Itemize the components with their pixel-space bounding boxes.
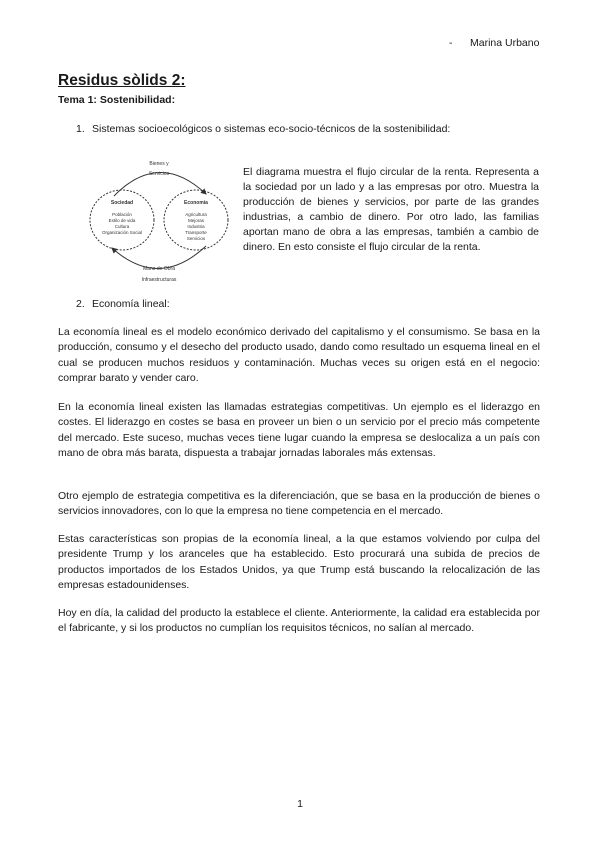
document-subtitle: Tema 1: Sostenibilidad: — [58, 94, 176, 106]
author-name: - Marina Urbano — [449, 37, 540, 49]
paragraph: Hoy en día, la calidad del producto la establece el cliente. Anteriormente, la calidad era establecida por el fabricante, y si los productos no cumplían los requisitos técnicos, no salían al mercado. — [58, 607, 540, 635]
economy-item: Servicios — [186, 236, 206, 241]
paragraph: La economía lineal es el modelo económico derivado del capitalismo y el consumismo. Se basa en la producción, consumo y el desecho del producto usado, dando como resultado un esquema lineal en el cual se producen muchos residuos y contaminación. Muchas veces su origen está en el negocio: comprar barato y vender caro. — [58, 326, 540, 384]
society-item: Cultura — [114, 224, 130, 229]
economy-item: Agricultura — [185, 212, 207, 217]
society-item: Población — [112, 212, 132, 217]
society-title: Sociedad — [110, 200, 134, 206]
document-title: Residus sòlids 2: — [58, 72, 186, 89]
bottom-label-1: Mano de Obra — [143, 266, 175, 272]
section-label: Sistemas socioecológicos o sistemas eco-socio-técnicos de la sostenibilidad: — [92, 123, 451, 135]
economy-title: Economía — [184, 200, 208, 206]
section-number: 2. — [76, 298, 85, 310]
economy-item: Industria — [187, 224, 205, 229]
section-item-1 — [76, 123, 450, 135]
section-number: 1. — [76, 123, 85, 135]
paragraph: En la economía lineal existen las llamadas estrategias competitivas. Un ejemplo es el liderazgo en costes. El liderazgo en costes se basa en proveer un bien o un servicio por el precio más competente del mercado. Este suceso, muchas veces tiene lugar cuando la empresa se deslocaliza a un país con mano de obra más barata, dispuesta a trabajar jornadas laborales más extensas. — [58, 401, 540, 459]
top-label-2: Servicios — [148, 171, 170, 177]
top-label-1: Bienes y — [149, 161, 169, 167]
diagram-description: El diagrama muestra el flujo circular de la renta. Representa a la sociedad por un lado y a las empresas por otro. Muestra la producción de bienes y servicios, por parte de las grandes industrias, a cambio de dinero. Por otro lado, las familias aportan mano de obra a las empresas, también a cambio de dinero. En esto consiste el flujo circular de la renta. — [243, 166, 539, 253]
page-number: 1 — [297, 798, 303, 810]
paragraph: Otro ejemplo de estrategia competitiva es la diferenciación, que se basa en la producción de bienes o servicios innovadores, con lo que la empresa no tiene competencia en el mercado. — [58, 490, 540, 518]
paragraph: Estas características son propias de la economía lineal, a la que estamos volviendo por culpa del presidente Trump y los aranceles que ha establecido. Esto procurará una subida de precios de productos importados de los Estados Unidos, ya que Trump está buscando la relocalización de las empresas estadounidenses. — [58, 533, 540, 591]
economy-item: Transporte — [185, 230, 207, 235]
bottom-label-2: Infraestructuras — [141, 277, 177, 283]
economy-item: Mejoras — [187, 218, 205, 223]
section-label: Economía lineal: — [92, 298, 170, 310]
society-item: Estilo de vida — [108, 218, 136, 223]
society-item: Organización Social — [101, 230, 143, 235]
circular-flow-diagram — [84, 158, 234, 284]
section-item-2 — [76, 298, 170, 310]
